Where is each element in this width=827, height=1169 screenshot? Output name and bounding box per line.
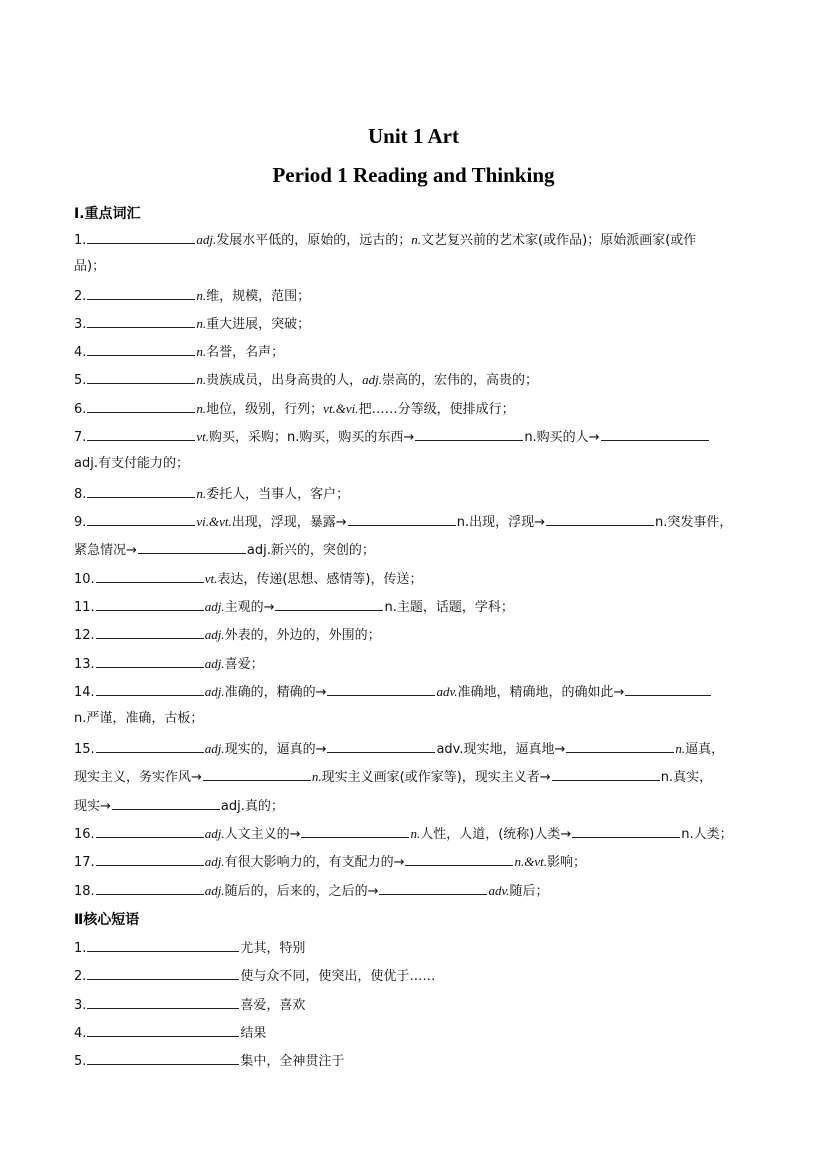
phrase-meaning: 结果 <box>240 1026 267 1041</box>
definition: 现实→ <box>74 799 111 814</box>
definition: adj.有支付能力的； <box>74 456 189 471</box>
definition: 发展水平低的，原始的，远古的； <box>216 233 412 248</box>
vocab-item-7 <box>74 427 764 447</box>
phrase-meaning: 尤其，特别 <box>240 941 306 956</box>
definition: 外表的，外边的，外围的； <box>224 628 381 643</box>
answer-blank[interactable] <box>96 739 204 753</box>
answer-blank[interactable] <box>96 597 204 611</box>
part-of-speech: adj. <box>204 684 225 699</box>
answer-blank[interactable] <box>301 824 409 838</box>
definition: 喜爱； <box>224 657 264 672</box>
part-of-speech: vt. <box>196 429 210 444</box>
answer-blank[interactable] <box>87 966 239 980</box>
part-of-speech: adv. <box>436 684 458 699</box>
phrase-item-1 <box>74 938 764 958</box>
definition: n.真实， <box>660 770 713 785</box>
definition: 逼真， <box>685 742 725 757</box>
vocab-item-1 <box>74 230 764 250</box>
answer-blank[interactable] <box>601 427 709 441</box>
vocab-item-2 <box>74 286 764 306</box>
part-of-speech: adj. <box>204 599 225 614</box>
part-of-speech: adj. <box>362 372 383 387</box>
definition: 随后的，后来的，之后的→ <box>224 884 379 899</box>
vocab-item-15-continued <box>74 767 764 787</box>
answer-blank[interactable] <box>96 654 204 668</box>
vocab-item-14 <box>74 682 764 702</box>
answer-blank[interactable] <box>348 512 456 526</box>
answer-blank[interactable] <box>87 427 195 441</box>
definition: n.出现，浮现→ <box>456 515 545 530</box>
part-of-speech: n. <box>410 826 421 841</box>
period-title: Period 1 Reading and Thinking <box>272 163 555 187</box>
part-of-speech: n.&vt. <box>514 854 547 869</box>
item-number: 4. <box>74 345 87 360</box>
answer-blank[interactable] <box>415 427 523 441</box>
vocab-item-9-continued <box>74 540 764 560</box>
vocab-item-15 <box>74 739 764 759</box>
answer-blank[interactable] <box>275 597 383 611</box>
definition: 贵族成员，出身高贵的人， <box>206 373 363 388</box>
part-of-speech: adj. <box>204 741 225 756</box>
answer-blank[interactable] <box>87 230 195 244</box>
definition: adv.现实地，逼真地→ <box>436 742 566 757</box>
part-of-speech: n. <box>196 288 207 303</box>
item-number: 7. <box>74 430 87 445</box>
item-number: 6. <box>74 402 87 417</box>
part-of-speech: adj. <box>196 232 217 247</box>
definition: adj.新兴的，突创的； <box>246 543 375 558</box>
phrase-meaning: 喜爱，喜欢 <box>240 998 306 1013</box>
phrase-item-5 <box>74 1051 764 1071</box>
answer-blank[interactable] <box>625 682 711 696</box>
definition: 现实主义画家(或作家等)，现实主义者→ <box>321 770 551 785</box>
item-number: 2. <box>74 289 87 304</box>
definition: 现实的，逼真的→ <box>224 742 327 757</box>
answer-blank[interactable] <box>138 540 246 554</box>
phrase-meaning: 使与众不同，使突出，使优于…… <box>240 969 436 984</box>
definition: 地位，级别，行列； <box>206 402 324 417</box>
definition: 现实主义，务实作风→ <box>74 770 202 785</box>
item-number: 17. <box>74 855 95 870</box>
answer-blank[interactable] <box>546 512 654 526</box>
definition: 把……分等级，使排成行； <box>358 402 515 417</box>
item-number: 1. <box>74 941 87 956</box>
answer-blank[interactable] <box>405 852 513 866</box>
definition: 表达，传递(思想、感情等)，传送； <box>217 572 423 587</box>
definition: 出现，浮现，暴露→ <box>231 515 347 530</box>
definition: 准确地，精确地，的确如此→ <box>457 685 625 700</box>
vocab-item-4 <box>74 342 764 362</box>
vocab-item-14-continued <box>74 710 764 728</box>
definition: n.主题，话题，学科； <box>384 600 514 615</box>
definition: 名誉，名声； <box>206 345 285 360</box>
item-number: 9. <box>74 515 87 530</box>
item-number: 1. <box>74 233 87 248</box>
vocab-item-1-continued <box>74 258 764 276</box>
item-number: 2. <box>74 969 87 984</box>
part-of-speech: adj. <box>204 854 225 869</box>
definition: 紧急情况→ <box>74 543 137 558</box>
definition: n.突发事件， <box>654 515 733 530</box>
part-of-speech: vt.&vi. <box>323 401 359 416</box>
answer-blank[interactable] <box>379 881 487 895</box>
item-number: 11. <box>74 600 95 615</box>
section-heading-vocabulary: I.重点词汇 <box>74 206 141 222</box>
answer-blank[interactable] <box>566 739 674 753</box>
vocab-item-7-continued <box>74 455 764 473</box>
item-number: 5. <box>74 1054 87 1069</box>
part-of-speech: n. <box>196 486 207 501</box>
vocab-item-8 <box>74 484 764 504</box>
section-heading-phrases: Ⅱ核心短语 <box>74 912 140 928</box>
vocab-item-9 <box>74 512 764 532</box>
answer-blank[interactable] <box>203 767 311 781</box>
definition: 人性，人道，(统称)人类→ <box>420 827 572 842</box>
definition: 人文主义的→ <box>224 827 301 842</box>
answer-blank[interactable] <box>87 399 195 413</box>
answer-blank[interactable] <box>327 739 435 753</box>
answer-blank[interactable] <box>96 682 204 696</box>
answer-blank[interactable] <box>327 682 435 696</box>
vocab-item-3 <box>74 314 764 334</box>
unit-title: Unit 1 Art <box>368 124 459 148</box>
item-number: 10. <box>74 572 95 587</box>
vocab-item-16 <box>74 824 764 844</box>
answer-blank[interactable] <box>112 796 220 810</box>
answer-blank[interactable] <box>96 881 204 895</box>
part-of-speech: adj. <box>204 883 225 898</box>
item-number: 14. <box>74 685 95 700</box>
definition: 购买，采购；n.购买，购买的东西→ <box>209 430 415 445</box>
vocab-item-17 <box>74 852 764 872</box>
vocab-item-12 <box>74 625 764 645</box>
answer-blank[interactable] <box>87 314 195 328</box>
vocab-item-13 <box>74 654 764 674</box>
answer-blank[interactable] <box>96 625 204 639</box>
part-of-speech: vi.&vt. <box>196 514 232 529</box>
definition: 品)； <box>74 259 106 274</box>
definition: 随后； <box>509 884 549 899</box>
item-number: 4. <box>74 1026 87 1041</box>
part-of-speech: n. <box>311 769 322 784</box>
answer-blank[interactable] <box>87 342 195 356</box>
item-number: 16. <box>74 827 95 842</box>
item-number: 3. <box>74 317 87 332</box>
vocab-item-5 <box>74 370 764 390</box>
item-number: 8. <box>74 487 87 502</box>
phrase-meaning: 集中，全神贯注于 <box>240 1054 345 1069</box>
answer-blank[interactable] <box>87 938 239 952</box>
definition: 委托人，当事人，客户； <box>206 487 350 502</box>
definition: 重大进展，突破； <box>206 317 311 332</box>
definition: n.严谨，准确，古板； <box>74 711 204 726</box>
item-number: 13. <box>74 657 95 672</box>
vocab-item-18 <box>74 881 764 901</box>
part-of-speech: adj. <box>204 826 225 841</box>
phrase-item-3 <box>74 995 764 1015</box>
item-number: 12. <box>74 628 95 643</box>
definition: 文艺复兴前的艺术家(或作品)；原始派画家(或作 <box>421 233 697 248</box>
part-of-speech: adv. <box>488 883 510 898</box>
part-of-speech: n. <box>411 232 422 247</box>
answer-blank[interactable] <box>96 824 204 838</box>
item-number: 18. <box>74 884 95 899</box>
definition: 维，规模，范围； <box>206 289 311 304</box>
answer-blank[interactable] <box>87 370 195 384</box>
part-of-speech: n. <box>196 344 207 359</box>
answer-blank[interactable] <box>87 1023 239 1037</box>
part-of-speech: vt. <box>204 571 218 586</box>
definition: 有很大影响力的，有支配力的→ <box>224 855 405 870</box>
part-of-speech: n. <box>675 741 686 756</box>
part-of-speech: n. <box>196 401 207 416</box>
definition: 影响； <box>546 855 586 870</box>
item-number: 15. <box>74 742 95 757</box>
answer-blank[interactable] <box>96 569 204 583</box>
answer-blank[interactable] <box>87 1051 239 1065</box>
answer-blank[interactable] <box>87 286 195 300</box>
definition: n.人类； <box>681 827 733 842</box>
vocab-item-15-continued-2 <box>74 796 764 816</box>
definition: 准确的，精确的→ <box>224 685 327 700</box>
definition: adj.真的； <box>220 799 284 814</box>
answer-blank[interactable] <box>87 995 239 1009</box>
vocab-item-11 <box>74 597 764 617</box>
part-of-speech: adj. <box>204 627 225 642</box>
item-number: 3. <box>74 998 87 1013</box>
answer-blank[interactable] <box>87 512 195 526</box>
vocab-item-6 <box>74 399 764 419</box>
phrase-item-2 <box>74 966 764 986</box>
part-of-speech: adj. <box>204 656 225 671</box>
answer-blank[interactable] <box>96 852 204 866</box>
part-of-speech: n. <box>196 316 207 331</box>
answer-blank[interactable] <box>552 767 660 781</box>
phrase-item-4 <box>74 1023 764 1043</box>
answer-blank[interactable] <box>572 824 680 838</box>
vocab-item-10 <box>74 569 764 589</box>
definition: 崇高的，宏伟的，高贵的； <box>382 373 539 388</box>
definition: n.购买的人→ <box>524 430 600 445</box>
answer-blank[interactable] <box>87 484 195 498</box>
definition: 主观的→ <box>224 600 275 615</box>
part-of-speech: n. <box>196 372 207 387</box>
item-number: 5. <box>74 373 87 388</box>
